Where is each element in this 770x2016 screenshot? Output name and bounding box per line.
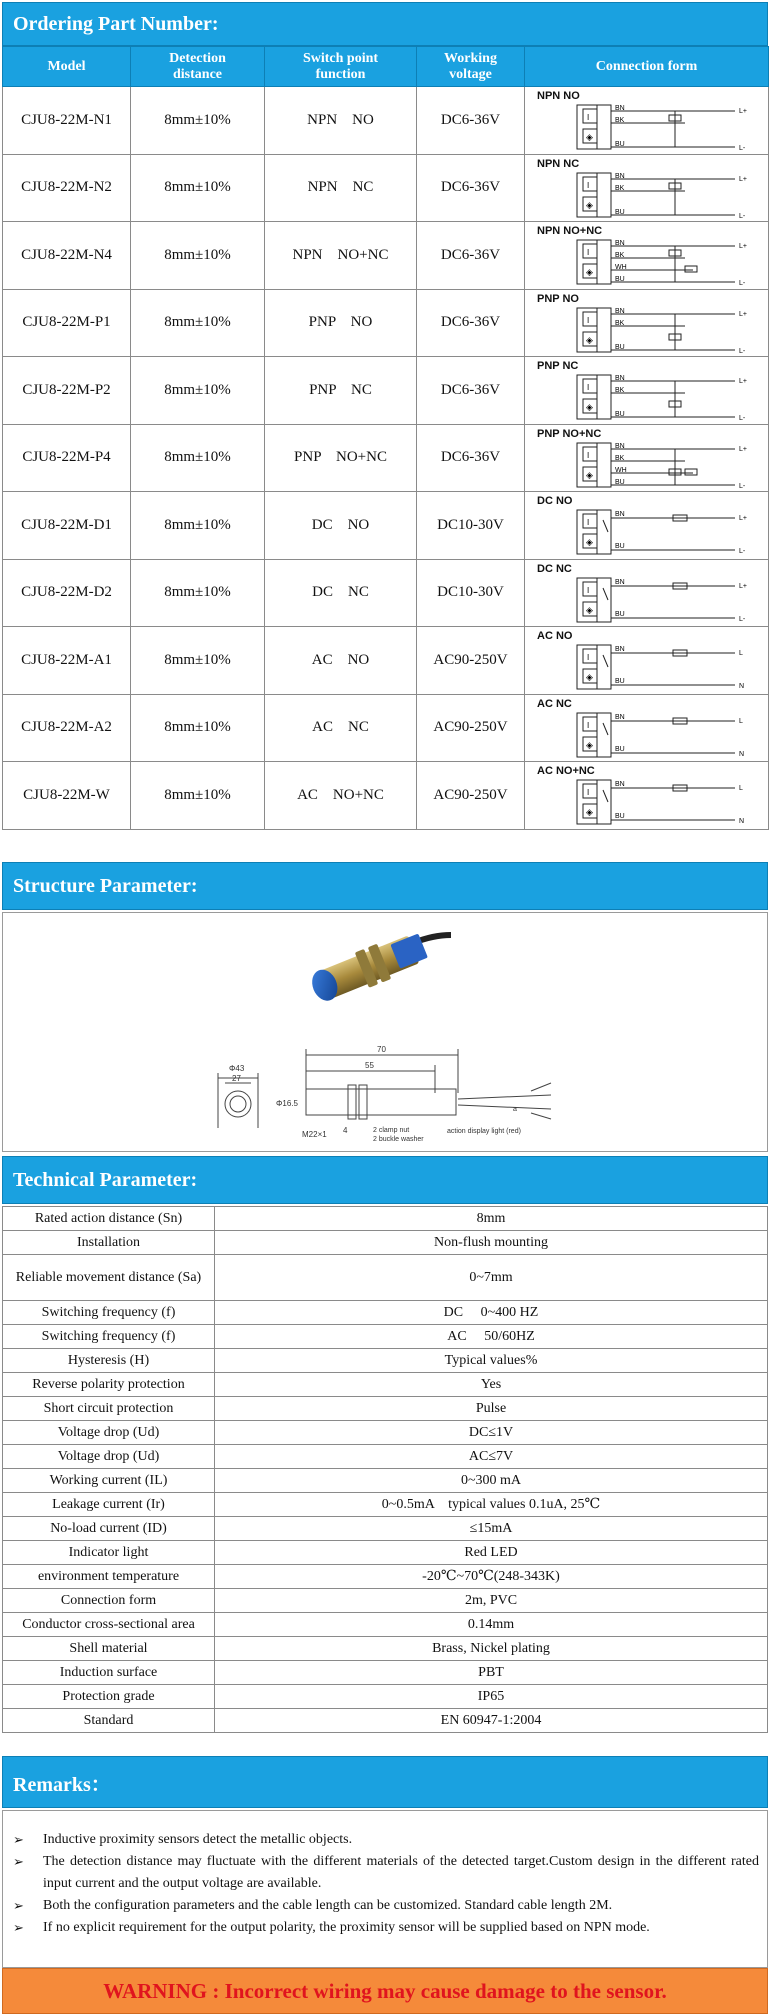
dim-body-length: 55 (365, 1061, 374, 1070)
svg-text:I: I (587, 518, 590, 527)
distance-cell: 8mm±10% (131, 357, 265, 425)
tech-row (3, 1421, 768, 1445)
tech-label: Conductor cross-sectional area (3, 1613, 215, 1637)
tech-label: Protection grade (3, 1685, 215, 1709)
remark-item (13, 1917, 759, 1939)
svg-text:L+: L+ (739, 515, 747, 522)
tech-value: Pulse (215, 1397, 768, 1421)
tech-value: -20℃~70℃(248-343K) (215, 1565, 768, 1589)
voltage-cell: DC6-36V (417, 222, 525, 290)
ordering-header-row (3, 47, 769, 87)
svg-text:◈: ◈ (586, 672, 593, 682)
wiring-diagram-cell (525, 424, 769, 492)
arrow-bullet-icon: ➢ (13, 1898, 24, 1913)
remark-text: Both the configuration parameters and the cable length can be customized. Standard cable length 2M. (43, 1898, 613, 1913)
svg-text:BU: BU (615, 478, 625, 486)
col-connection-form: Connection form (525, 47, 769, 87)
wiring-diagram-cell (525, 694, 769, 762)
wiring-diagram-cell (525, 289, 769, 357)
svg-text:I: I (587, 720, 590, 730)
tech-label: Reverse polarity protection (3, 1373, 215, 1397)
tech-label: Switching frequency (f) (3, 1325, 215, 1349)
voltage-cell: DC6-36V (417, 289, 525, 357)
voltage-cell: DC6-36V (417, 424, 525, 492)
svg-text:I: I (587, 585, 590, 595)
ordering-row (3, 87, 769, 155)
col-switch-function (265, 47, 417, 87)
tech-value: 0~300 mA (215, 1469, 768, 1493)
model-cell: CJU8-22M-N4 (3, 222, 131, 290)
svg-text:L-: L- (739, 548, 746, 555)
tech-label: Voltage drop (Ud) (3, 1445, 215, 1469)
ordering-row (3, 222, 769, 290)
dim-4: 4 (343, 1126, 348, 1135)
tech-label: Short circuit protection (3, 1397, 215, 1421)
svg-text:BU: BU (615, 813, 625, 820)
svg-text:WH: WH (615, 466, 627, 474)
distance-cell: 8mm±10% (131, 492, 265, 560)
tech-value: ≤15mA (215, 1517, 768, 1541)
tech-row (3, 1709, 768, 1733)
tech-row (3, 1637, 768, 1661)
wiring-diagram (575, 103, 755, 151)
svg-text:◈: ◈ (586, 537, 593, 547)
wiring-diagram-cell (525, 762, 769, 830)
svg-text:◈: ◈ (586, 807, 593, 817)
function-cell: PNP NC (265, 357, 417, 425)
wiring-diagram (575, 306, 755, 354)
tech-row (3, 1349, 768, 1373)
remarks-box (2, 1810, 768, 1968)
tech-label: Hysteresis (H) (3, 1349, 215, 1373)
tech-row (3, 1469, 768, 1493)
model-cell: CJU8-22M-A2 (3, 694, 131, 762)
svg-text:BN: BN (615, 442, 625, 450)
function-cell: AC NC (265, 694, 417, 762)
ordering-row (3, 492, 769, 560)
svg-text:BN: BN (615, 375, 625, 382)
tech-value: Brass, Nickel plating (215, 1637, 768, 1661)
wiring-title: AC NO (537, 630, 573, 642)
svg-text:BU: BU (615, 343, 625, 351)
wiring-diagram (575, 238, 755, 286)
wiring-title: DC NC (537, 562, 572, 575)
dim-phi43: Φ43 (229, 1064, 245, 1073)
arrow-bullet-icon: ➢ (13, 1920, 24, 1935)
function-cell: AC NO (265, 627, 417, 695)
wiring-title: NPN NO+NC (537, 225, 603, 237)
svg-text:BU: BU (615, 208, 625, 216)
distance-cell: 8mm±10% (131, 222, 265, 290)
svg-text:L: L (739, 717, 743, 725)
tech-value: EN 60947-1:2004 (215, 1709, 768, 1733)
svg-text:BN: BN (615, 713, 625, 721)
ordering-row (3, 694, 769, 762)
remark-item (13, 1895, 759, 1917)
tech-label: Installation (3, 1231, 215, 1255)
wiring-title: NPN NO (537, 90, 580, 102)
wiring-title: PNP NO+NC (537, 427, 602, 440)
tech-row (3, 1493, 768, 1517)
svg-text:BK: BK (615, 319, 625, 327)
wiring-diagram-cell (525, 222, 769, 290)
remark-item (13, 1829, 759, 1851)
tech-row (3, 1565, 768, 1589)
model-cell: CJU8-22M-N2 (3, 154, 131, 222)
tech-value: Red LED (215, 1541, 768, 1565)
svg-text:I: I (587, 450, 590, 460)
voltage-cell: AC90-250V (417, 694, 525, 762)
svg-text:BU: BU (615, 745, 625, 753)
note-buckle-washer: 2 buckle washer (373, 1136, 424, 1143)
col-detection-distance-label: Detection distance (169, 50, 226, 82)
svg-text:L+: L+ (739, 310, 747, 318)
col-detection-distance (131, 47, 265, 87)
tech-row (3, 1685, 768, 1709)
tech-label: Switching frequency (f) (3, 1301, 215, 1325)
arrow-bullet-icon: ➢ (13, 1832, 24, 1847)
svg-text:BK: BK (615, 117, 625, 124)
dim-phi165: Φ16.5 (276, 1099, 298, 1108)
svg-text:L-: L- (739, 415, 746, 421)
wiring-diagram-cell (525, 357, 769, 425)
voltage-cell: DC6-36V (417, 87, 525, 155)
wiring-title: AC NC (537, 697, 572, 710)
tech-value: Yes (215, 1373, 768, 1397)
model-cell: CJU8-22M-D1 (3, 492, 131, 560)
wiring-diagram-cell (525, 627, 769, 695)
voltage-cell: DC6-36V (417, 357, 525, 425)
note-clamp-nut: 2 clamp nut (373, 1127, 410, 1134)
wiring-title: NPN NC (537, 157, 580, 170)
svg-text:BK: BK (615, 252, 625, 259)
tech-row (3, 1255, 768, 1301)
remark-text: Inductive proximity sensors detect the metallic objects. (43, 1832, 353, 1847)
svg-text:BN: BN (615, 578, 625, 586)
svg-text:L-: L- (739, 212, 746, 219)
ordering-row (3, 357, 769, 425)
tech-row (3, 1445, 768, 1469)
wiring-title: DC NO (537, 495, 573, 507)
voltage-cell: AC90-250V (417, 762, 525, 830)
wiring-diagram-cell (525, 492, 769, 560)
ordering-section-title: Ordering Part Number: (2, 2, 768, 46)
wiring-diagram (575, 508, 755, 556)
tech-value: PBT (215, 1661, 768, 1685)
svg-text:L-: L- (739, 615, 746, 623)
model-cell: CJU8-22M-P1 (3, 289, 131, 357)
tech-label: Indicator light (3, 1541, 215, 1565)
svg-text:L: L (739, 785, 743, 792)
sensor-photo (3, 913, 769, 1153)
wiring-title: AC NO+NC (537, 765, 595, 777)
svg-text:BU: BU (615, 141, 625, 148)
tech-value: AC 50/60HZ (215, 1325, 768, 1349)
dim-27: 27 (232, 1074, 241, 1083)
svg-text:L+: L+ (739, 108, 747, 115)
tech-value: Non-flush mounting (215, 1231, 768, 1255)
svg-text:I: I (587, 383, 590, 392)
wiring-diagram (575, 373, 755, 421)
svg-text:L: L (739, 650, 743, 657)
svg-text:I: I (587, 315, 590, 325)
tech-label: Connection form (3, 1589, 215, 1613)
voltage-cell: DC10-30V (417, 492, 525, 560)
function-cell: PNP NO (265, 289, 417, 357)
svg-text:I: I (587, 113, 590, 122)
svg-text:◈: ◈ (586, 267, 593, 277)
technical-section-title: Technical Parameter: (2, 1156, 768, 1204)
distance-cell: 8mm±10% (131, 559, 265, 627)
structure-section-title: Structure Parameter: (2, 862, 768, 910)
tech-value: Typical values% (215, 1349, 768, 1373)
svg-text:L+: L+ (739, 582, 747, 590)
svg-text:BN: BN (615, 307, 625, 315)
svg-text:L-: L- (739, 145, 746, 151)
tech-label: Reliable movement distance (Sa) (3, 1255, 215, 1301)
remark-item (13, 1851, 759, 1895)
technical-table (2, 1206, 768, 1733)
function-cell: NPN NO (265, 87, 417, 155)
wiring-diagram (575, 576, 755, 624)
col-working-voltage-label: Working voltage (444, 50, 497, 82)
tech-value: 2m, PVC (215, 1589, 768, 1613)
wiring-diagram-cell (525, 154, 769, 222)
svg-text:◈: ◈ (586, 199, 593, 210)
svg-text:BK: BK (615, 454, 625, 462)
col-switch-function-label: Switch point function (302, 50, 379, 82)
structure-figure (2, 912, 768, 1152)
svg-text:BK: BK (615, 184, 625, 192)
col-working-voltage (417, 47, 525, 87)
remarks-section-title: Remarks： (2, 1756, 768, 1808)
wiring-diagram (575, 171, 755, 219)
svg-text:BU: BU (615, 678, 625, 685)
model-cell: CJU8-22M-P4 (3, 424, 131, 492)
voltage-cell: DC6-36V (417, 154, 525, 222)
col-model: Model (3, 47, 131, 87)
model-cell: CJU8-22M-D2 (3, 559, 131, 627)
ordering-row (3, 154, 769, 222)
tech-label: No-load current (ID) (3, 1517, 215, 1541)
ordering-row (3, 627, 769, 695)
svg-text:BU: BU (615, 411, 625, 418)
svg-text:◈: ◈ (586, 402, 593, 412)
tech-value: 0.14mm (215, 1613, 768, 1637)
tech-row (3, 1661, 768, 1685)
tech-row (3, 1613, 768, 1637)
tech-row (3, 1231, 768, 1255)
function-cell: DC NO (265, 492, 417, 560)
svg-text:L+: L+ (739, 175, 747, 183)
tech-value: 8mm (215, 1207, 768, 1231)
svg-text:L-: L- (739, 280, 746, 286)
tech-value: AC≤7V (215, 1445, 768, 1469)
distance-cell: 8mm±10% (131, 87, 265, 155)
ordering-row (3, 424, 769, 492)
model-cell: CJU8-22M-N1 (3, 87, 131, 155)
tech-label: Leakage current (Ir) (3, 1493, 215, 1517)
function-cell: PNP NO+NC (265, 424, 417, 492)
svg-text:BK: BK (615, 387, 625, 394)
remark-text: The detection distance may fluctuate with the different materials of the detected target.Custom design in the different rated input current and the output voltage are available. (43, 1854, 759, 1891)
tech-row (3, 1207, 768, 1231)
svg-text:N: N (739, 750, 745, 758)
ordering-table (2, 46, 769, 830)
tech-value: 0~0.5mA typical values 0.1uA, 25℃ (215, 1493, 768, 1517)
tech-label: Standard (3, 1709, 215, 1733)
svg-text:BN: BN (615, 105, 625, 112)
wiring-title: PNP NO (537, 292, 579, 305)
function-cell: AC NO+NC (265, 762, 417, 830)
distance-cell: 8mm±10% (131, 762, 265, 830)
model-cell: CJU8-22M-A1 (3, 627, 131, 695)
wiring-diagram (575, 441, 755, 489)
dim-thread: M22×1 (302, 1130, 327, 1139)
svg-text:L-: L- (739, 347, 746, 354)
voltage-cell: AC90-250V (417, 627, 525, 695)
svg-text:L+: L+ (739, 445, 747, 453)
tech-label: Shell material (3, 1637, 215, 1661)
svg-text:L+: L+ (739, 243, 747, 250)
ordering-row (3, 559, 769, 627)
svg-text:BU: BU (615, 543, 625, 550)
tech-value: DC≤1V (215, 1421, 768, 1445)
svg-text:BN: BN (615, 511, 625, 518)
distance-cell: 8mm±10% (131, 694, 265, 762)
tech-label: Voltage drop (Ud) (3, 1421, 215, 1445)
svg-text:N: N (739, 683, 745, 690)
svg-text:WH: WH (615, 264, 627, 271)
svg-text:L-: L- (739, 482, 746, 489)
svg-text:◈: ◈ (586, 334, 593, 345)
tech-row (3, 1397, 768, 1421)
label-a: a (513, 1106, 517, 1113)
svg-text:L+: L+ (739, 378, 747, 385)
note-display-light: action display light (red) (447, 1128, 521, 1135)
function-cell: NPN NC (265, 154, 417, 222)
tech-label: Working current (IL) (3, 1469, 215, 1493)
svg-text:BU: BU (615, 276, 625, 283)
function-cell: NPN NO+NC (265, 222, 417, 290)
tech-row (3, 1325, 768, 1349)
wiring-diagram-cell (525, 87, 769, 155)
svg-text:I: I (587, 788, 590, 797)
svg-text:BN: BN (615, 646, 625, 653)
distance-cell: 8mm±10% (131, 154, 265, 222)
tech-label: environment temperature (3, 1565, 215, 1589)
tech-label: Induction surface (3, 1661, 215, 1685)
wiring-diagram (575, 711, 755, 759)
tech-row (3, 1589, 768, 1613)
svg-text:BN: BN (615, 240, 625, 247)
ordering-row (3, 289, 769, 357)
remarks-list (3, 1811, 767, 1939)
svg-text:BN: BN (615, 172, 625, 180)
svg-text:BU: BU (615, 610, 625, 618)
distance-cell: 8mm±10% (131, 289, 265, 357)
wiring-diagram (575, 778, 755, 826)
warning-banner: WARNING : Incorrect wiring may cause damage to the sensor. (2, 1968, 768, 2014)
wiring-diagram (575, 643, 755, 691)
tech-label: Rated action distance (Sn) (3, 1207, 215, 1231)
tech-value: IP65 (215, 1685, 768, 1709)
tech-value: DC 0~400 HZ (215, 1301, 768, 1325)
svg-text:I: I (587, 180, 590, 190)
dim-total-length: 70 (377, 1045, 386, 1054)
svg-text:N: N (739, 818, 745, 825)
tech-row (3, 1541, 768, 1565)
tech-row (3, 1301, 768, 1325)
model-cell: CJU8-22M-W (3, 762, 131, 830)
wiring-diagram-cell (525, 559, 769, 627)
voltage-cell: DC10-30V (417, 559, 525, 627)
svg-text:◈: ◈ (586, 604, 593, 615)
ordering-row (3, 762, 769, 830)
tech-value: 0~7mm (215, 1255, 768, 1301)
arrow-bullet-icon: ➢ (13, 1854, 24, 1869)
model-cell: CJU8-22M-P2 (3, 357, 131, 425)
distance-cell: 8mm±10% (131, 627, 265, 695)
svg-text:I: I (587, 653, 590, 662)
svg-text:I: I (587, 248, 590, 257)
tech-row (3, 1373, 768, 1397)
wiring-title: PNP NC (537, 360, 579, 372)
svg-text:◈: ◈ (586, 469, 593, 480)
tech-row (3, 1517, 768, 1541)
svg-text:BN: BN (615, 781, 625, 788)
function-cell: DC NC (265, 559, 417, 627)
distance-cell: 8mm±10% (131, 424, 265, 492)
remark-text: If no explicit requirement for the output polarity, the proximity sensor will be supplied based on NPN mode. (43, 1920, 650, 1935)
svg-text:◈: ◈ (586, 132, 593, 142)
svg-text:◈: ◈ (586, 739, 593, 750)
